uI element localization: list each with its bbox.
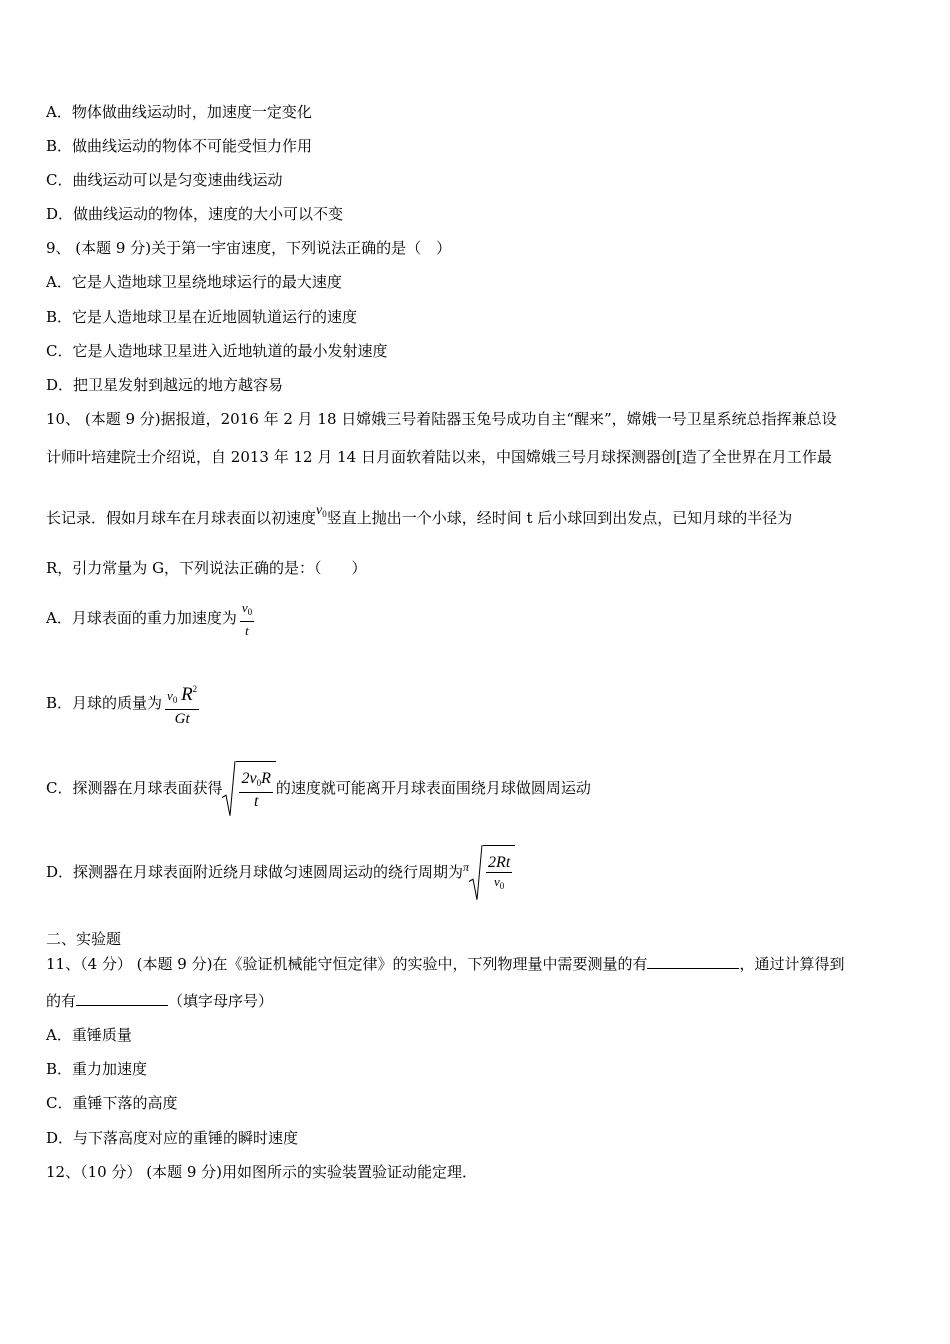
q11-line2: 的有 （填字母序号） [46,992,274,1010]
q9-option-d: D．把卫星发射到越远的地方越容易 [46,376,284,394]
fraction-v0R2-over-Gt: $\frac{v_0 R^2}{Gt}$ [165,680,199,728]
section-heading-experiment: 二、实验题 [46,930,122,948]
q9-stem: 9、 (本题 9 分)关于第一宇宙速度，下列说法正确的是（ ） [46,239,452,257]
sqrt-2v0R-over-t: $\frac{2v_0R}{t}$ [222,761,275,818]
q10-line4: R，引力常量为 G，下列说法正确的是：（ ） [46,559,367,577]
sqrt-2Rt-over-v0: $\frac{2Rt}{v_0}$ [469,845,515,902]
q8-option-b: B．做曲线运动的物体不可能受恒力作用 [46,137,313,155]
q8-option-d: D．做曲线运动的物体，速度的大小可以不变 [46,205,344,223]
q11-option-c: C．重锤下落的高度 [46,1094,178,1112]
q12-stem: 12、（10 分） (本题 9 分)用如图所示的实验装置验证动能定理． [46,1163,477,1181]
q11-line1: 11、（4 分） (本题 9 分)在《验证机械能守恒定律》的实验中，下列物理量中需要测量的有 ，通过计算得到 [46,955,845,973]
q11-option-b: B．重力加速度 [46,1060,148,1078]
answer-blank-2[interactable] [76,991,168,1006]
q10-option-d: D．探测器在月球表面附近绕月球做匀速圆周运动的绕行周期为$^\pi$ $\frac{2Rt}{v_0}$ [46,844,515,902]
q10-line3: 长记录．假如月球车在月球表面以初速度$v_0$竖直上抛出一个小球，经时间 t 后小球回到出发点，已知月球的半径为 [46,503,793,527]
q9-option-b: B．它是人造地球卫星在近地圆轨道运行的速度 [46,308,358,326]
v0-symbol: $v_0$ [316,503,327,519]
fraction-v0-over-t: $\frac{v_0}{t}$ [241,599,253,638]
q10-line1: 10、 (本题 9 分)据报道，2016 年 2 月 18 日嫦娥三号着陆器玉兔号成功自主“醒来”，嫦娥一号卫星系统总指挥兼总设 [46,410,837,428]
q11-option-a: A．重锤质量 [46,1026,132,1044]
q8-option-a: A．物体做曲线运动时，加速度一定变化 [46,103,312,121]
q10-option-b: B．月球的质量为 $\frac{v_0 R^2}{Gt}$ [46,680,202,728]
q11-option-d: D．与下落高度对应的重锤的瞬时速度 [46,1129,299,1147]
radical-sign-icon [222,761,236,818]
pi-symbol: π [463,860,470,874]
radical-sign-icon [469,845,483,902]
q10-line2: 计师叶培建院士介绍说，自 2013 年 12 月 14 日月面软着陆以来，中国嫦娥三号月球探测器创[造了全世界在月工作最 [46,448,832,466]
q10-option-c: C．探测器在月球表面获得 $\frac{2v_0R}{t}$ 的速度就可能离开月球表面围绕月球做圆周运动 [46,760,591,818]
q8-option-c: C．曲线运动可以是匀变速曲线运动 [46,171,283,189]
q10-option-a: A．月球表面的重力加速度为 $\frac{v_0}{t}$ [46,599,253,638]
q9-option-a: A．它是人造地球卫星绕地球运行的最大速度 [46,273,342,291]
answer-blank-1[interactable] [647,954,739,969]
q9-option-c: C．它是人造地球卫星进入近地轨道的最小发射速度 [46,342,388,360]
